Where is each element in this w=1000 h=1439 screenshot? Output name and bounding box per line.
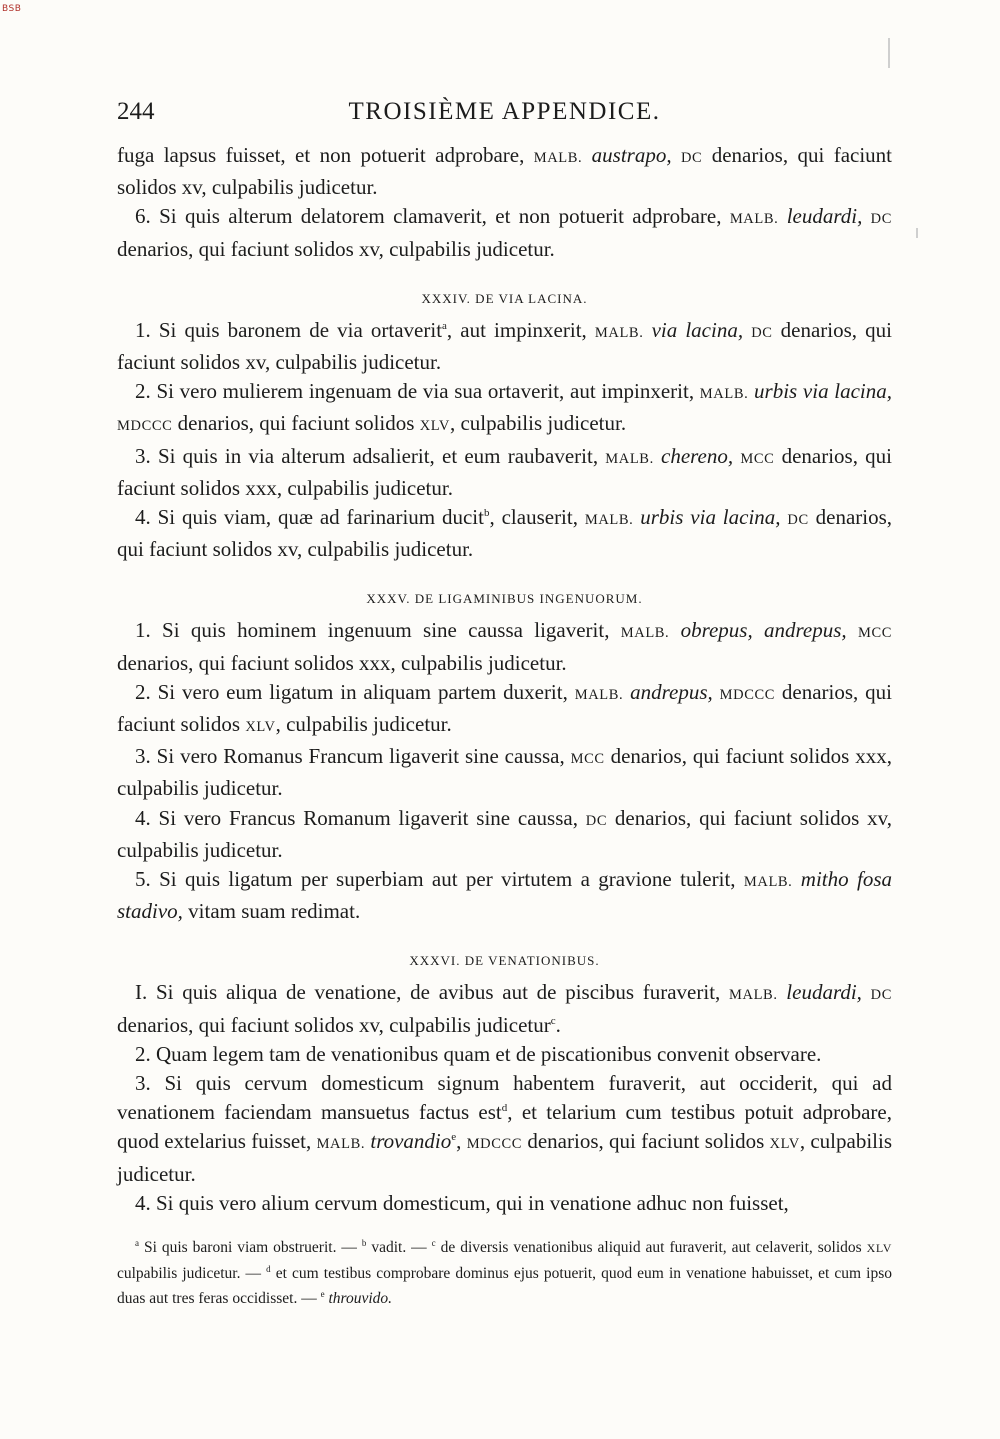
running-title: TROISIÈME APPENDICE. <box>348 98 661 125</box>
margin-mark <box>916 228 918 238</box>
paragraph: 3. Si quis in via alterum adsalierit, et eum raubaverit, MALB. chereno, MCC denarios, qui faciunt solidos xxx, culpabilis judicetur. <box>117 443 892 500</box>
footnote-marker: e <box>320 1288 325 1299</box>
main-text <box>117 141 892 1218</box>
section-heading: XXXV. DE LIGAMINIBUS INGENUORUM. <box>366 591 643 607</box>
paragraph: 4. Si quis viam, quæ ad farinarium ducit$^b$, clauserit, MALB. urbis via lacina, DC denarios, qui faciunt solidos xv, culpabilis judicetur. <box>117 505 893 562</box>
footnote-marker: a <box>135 1237 139 1248</box>
section-heading: XXXIV. DE VIA LACINA. <box>421 290 588 306</box>
paragraph: 1. Si quis baronem de via ortaverit$^a$, aut impinxerit, MALB. via lacina, DC denarios, qui faciunt solidos xv, culpabilis judicetur. <box>117 317 892 375</box>
footnote-marker: b <box>361 1237 367 1248</box>
library-stamp: BSB <box>2 4 22 14</box>
paragraph: fuga lapsus fuisset, et non potuerit adprobare, MALB. austrapo, DC denarios, qui faciunt solidos xv, culpabilis judicetur. <box>117 143 893 200</box>
paragraph: 3. Si quis cervum domesticum signum habentem furaverit, aut occiderit, qui ad venationem faciendam mansuetus factus est$^d$, et telarium cum testibus potuit adprobare, quod extelarius fuisset, MALB. trovandio$^e$, MDCCC denarios, qui faciunt solidos XLV, culpabilis judicetur. <box>117 1071 892 1186</box>
footnote-marker: c <box>431 1237 436 1248</box>
paragraph: 2. Si vero mulierem ingenuam de via sua ortaverit, aut impinxerit, MALB. urbis via lacina, MDCCC denarios, qui faciunt solidos XLV, culpabilis judicetur. <box>117 379 893 436</box>
paragraph: 2. Si vero eum ligatum in aliquam partem duxerit, MALB. andrepus, MDCCC denarios, qui faciunt solidos XLV, culpabilis judicetur. <box>117 679 892 737</box>
footnote-marker: d <box>266 1263 271 1274</box>
page-number: 244 <box>117 98 155 125</box>
paragraph: 4. Si quis vero alium cervum domesticum, qui in venatione adhuc non fuisset, <box>135 1190 789 1215</box>
paragraph: 3. Si vero Romanus Francum ligaverit sine caussa, MCC denarios, qui faciunt solidos xxx, culpabilis judicetur. <box>117 744 892 801</box>
section-heading: XXXVI. DE VENATIONIBUS. <box>409 953 600 969</box>
paragraph: 5. Si quis ligatum per superbiam aut per virtutem a gravione tulerit, MALB. mitho fosa stadivo, vitam suam redimat. <box>117 867 893 924</box>
paragraph: 4. Si vero Francus Romanum ligaverit sine caussa, DC denarios, qui faciunt solidos xv, culpabilis judicetur. <box>117 805 892 862</box>
footnotes <box>117 1235 892 1311</box>
paragraph: 1. Si quis hominem ingenuum sine caussa ligaverit, MALB. obrepus, andrepus, MCC denarios, qui faciunt solidos xxx, culpabilis judicetur. <box>117 618 892 675</box>
margin-mark <box>888 38 890 68</box>
paragraph: 2. Quam legem tam de venationibus quam et de piscationibus convenit observare. <box>135 1041 822 1066</box>
paragraph: 6. Si quis alterum delatorem clamaverit, et non potuerit adprobare, MALB. leudardi, DC denarios, qui faciunt solidos xv, culpabilis judicetur. <box>117 204 893 261</box>
footnote-text: $^a$ Si quis baroni viam obstruerit. — $^b$ vadit. — $^c$ de diversis venationibus aliquid aut furaverit, aut celaverit, solidos XLV culpabilis judicetur. — $^d$ et cum testibus comprobare dominus ejus potuerit, quod eum in venatione habuisset, et cum ipso duas aut tres feras occidisset. — $^e$ throuvido. <box>117 1237 892 1307</box>
page-header <box>117 98 892 138</box>
paragraph: I. Si quis aliqua de venatione, de avibus aut de piscibus furaverit, MALB. leudardi, DC denarios, qui faciunt solidos xv, culpabilis judicetur$^c$. <box>117 980 893 1037</box>
